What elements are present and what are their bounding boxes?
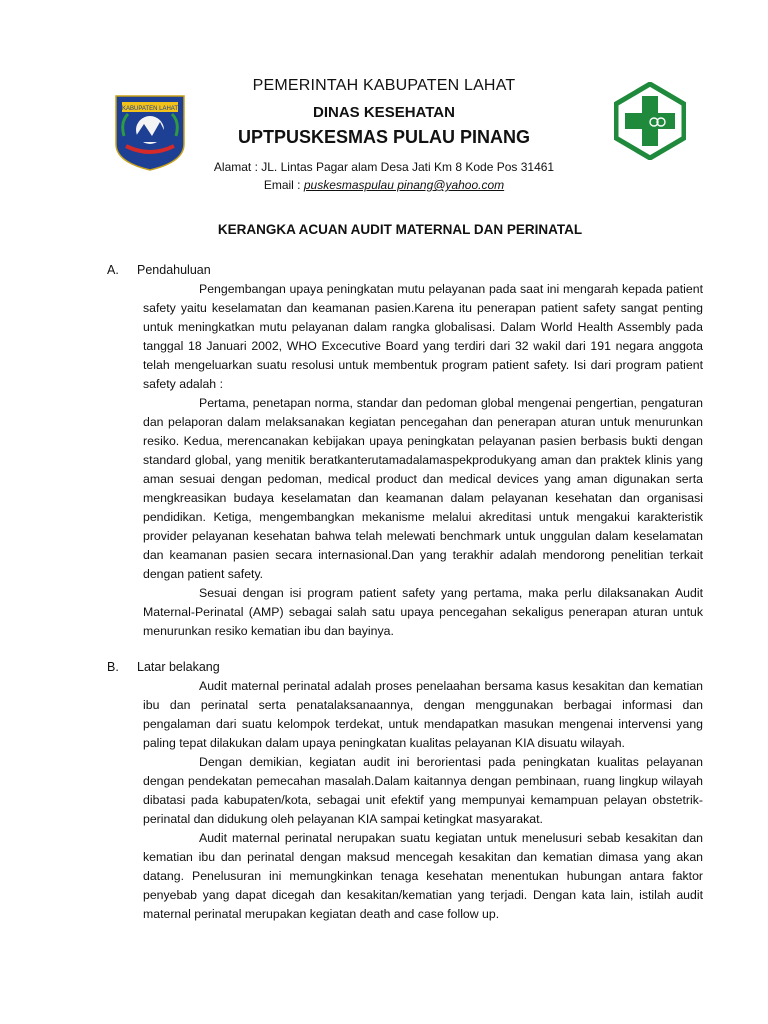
email-label: Email : — [263, 178, 304, 192]
email-link[interactable]: puskesmaspulau pinang@yahoo.com — [303, 178, 505, 192]
paragraph: Dengan demikian, kegiatan audit ini berorientasi pada peningkatan kualitas pelayanan dengan pendekatan pemecahan masalah.Dalam kaitannya dengan pembinaan, ruang lingkup wilayah dibatasi pada kabupaten/kota, sebagai unit efektif yang mempunyai kemampuan pelayan obstetrik-perinatal dan didukung oleh pelayanan KIA sampai ketingkat masyarakat. — [143, 755, 703, 826]
institution-name: UPTPUSKESMAS PULAU PINANG — [237, 127, 531, 147]
section-title: Latar belakang — [137, 660, 220, 674]
department-name: DINAS KESEHATAN — [313, 104, 455, 121]
paragraph: Pengembangan upaya peningkatan mutu pelayanan pada saat ini mengarah kepada patient safety yaitu keselamatan dan keamanan pasien.Karena itu penerapan patient safety sangat penting untuk meningkatkan mutu pelayanan dalam rangka globalisasi. Dalam World Health Assembly pada tanggal 18 Januari 2002, WHO Excecutive Board yang terdiri dari 32 wakil dari 191 negara anggota telah mengeluarkan suatu resolusi untuk membentuk program patient safety. Isi dari program patient safety adalah : — [143, 282, 703, 391]
svg-text:KABUPATEN LAHAT: KABUPATEN LAHAT — [121, 106, 179, 112]
section-b-heading — [107, 660, 220, 674]
section-title: Pendahuluan — [137, 263, 211, 277]
section-a-body — [143, 280, 703, 641]
email-line — [0, 178, 768, 192]
section-a-heading — [107, 263, 211, 277]
paragraph: Sesuai dengan isi program patient safety yang pertama, maka perlu dilaksanakan Audit Maternal-Perinatal (AMP) sebagai salah satu upaya pencegahan sekaligus penerapan aturan untuk menurunkan resiko kematian ibu dan bayinya. — [143, 586, 703, 638]
section-letter: B. — [107, 660, 119, 674]
section-letter: A. — [107, 263, 119, 277]
section-b-body — [143, 677, 703, 924]
document-title: KERANGKA ACUAN AUDIT MATERNAL DAN PERINATAL — [217, 222, 583, 237]
paragraph: Audit maternal perinatal adalah proses penelaahan bersama kasus kesakitan dan kematian ibu dan perinatal serta penatalaksanaannya, dengan menggunakan berbagai informasi dan pengalaman dari suatu kelompok terdekat, untuk mendapatkan masukan mengenai intervensi yang paling tepat dilakukan dalam upaya peningkatan kualitas pelayanan KIA disuatu wilayah. — [143, 679, 703, 750]
address: Alamat : JL. Lintas Pagar alam Desa Jati Km 8 Kode Pos 31461 — [213, 160, 555, 174]
paragraph: Audit maternal perinatal nerupakan suatu kegiatan untuk menelusuri sebab kesakitan dan kematian ibu dan perinatal dengan maksud mencegah kesakitan dan kematian dimasa yang akan datang. Penelusuran ini memungkinkan tenaga kesehatan menentukan hubungan antara faktor penyebab yang dapat dicegah dan kesakitan/kematian yang terjadi. Dengan kata lain, istilah audit maternal perinatal merupakan kegiatan death and case follow up. — [143, 831, 703, 921]
government-name: PEMERINTAH KABUPATEN LAHAT — [252, 77, 516, 94]
paragraph: Pertama, penetapan norma, standar dan pedoman global mengenai pengertian, pengaturan dan pelaporan dalam melaksanakan kegiatan pencegahan dan penerapan aturan untuk menurunkan resiko. Kedua, merencanakan kebijakan upaya peningkatan pelayanan pasien berbasis bukti dengan standard global, yang menitik beratkanterutamadalamaspekprodukyang aman dan praktek klinis yang aman sesuai dengan pedoman, medical product dan medical devices yang aman digunakan serta mengkreasikan budaya keselamatan dan keamanan dalam pelayanan kesehatan dan organisasi pendidikan. Ketiga, mengembangkan mekanisme melalui akreditasi untuk mengakui karakteristik provider pelayanan kesehatan bahwa telah melewati benchmark untuk unggulan dalam keselamatan dan keamanan pasien secara internasional.Dan yang terakhir adalah mendorong penelitian terkait dengan patient safety. — [143, 396, 703, 581]
